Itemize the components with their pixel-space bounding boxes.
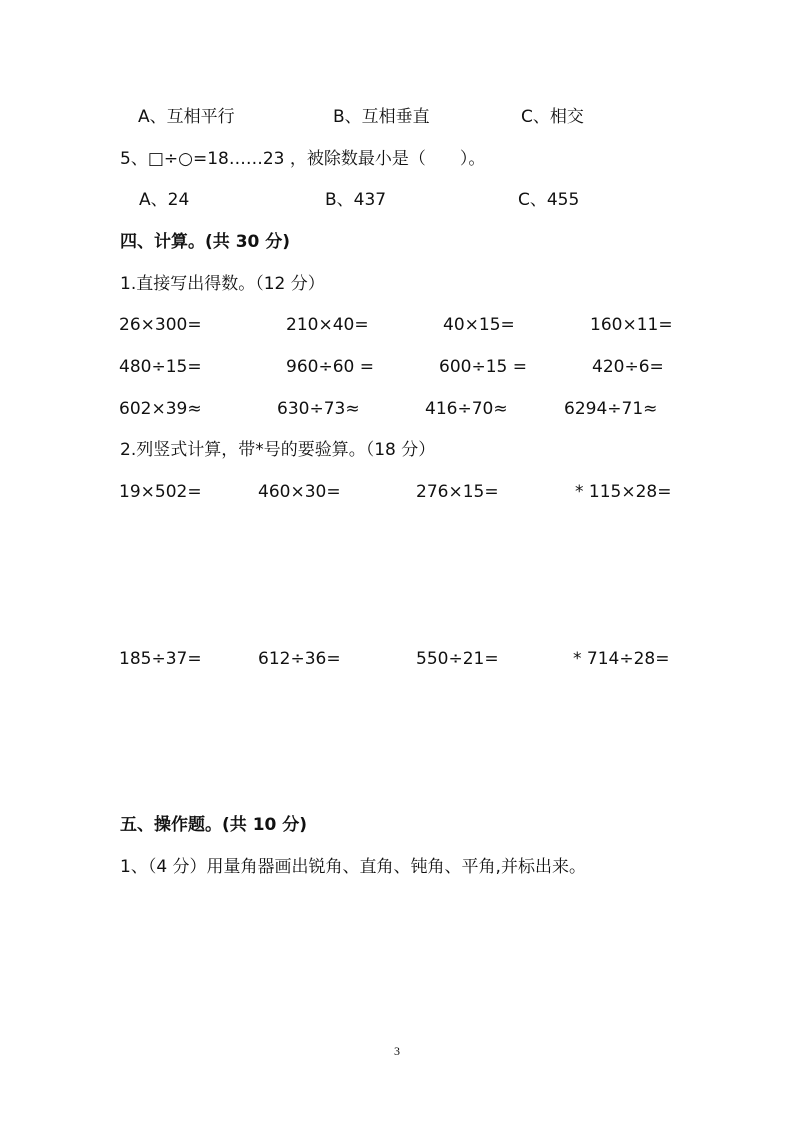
calc-item: 420÷6= bbox=[592, 357, 664, 377]
calc-item: 600÷15 = bbox=[439, 357, 527, 377]
vertical-calc-item: 550÷21= bbox=[416, 649, 499, 669]
q5-stem: 5、□÷○=18……23 ，被除数最小是（ ）。 bbox=[120, 149, 486, 169]
calc-item: 416÷70≈ bbox=[425, 399, 508, 419]
section4-part1-title: 1.直接写出得数。（12 分） bbox=[120, 274, 325, 294]
calc-item: 160×11= bbox=[590, 315, 673, 335]
section4-part2-title: 2.列竖式计算，带*号的要验算。（18 分） bbox=[120, 440, 436, 460]
calc-item: 602×39≈ bbox=[119, 399, 202, 419]
calc-item: 960÷60 = bbox=[286, 357, 374, 377]
q5-option-c: C、455 bbox=[518, 190, 580, 210]
section4-title: 四、计算。(共 30 分) bbox=[120, 232, 291, 252]
calc-item: 480÷15= bbox=[119, 357, 202, 377]
vertical-calc-item: * 115×28= bbox=[575, 482, 672, 502]
calc-item: 210×40= bbox=[286, 315, 369, 335]
vertical-calc-item: 19×502= bbox=[119, 482, 202, 502]
section5-question-1: 1、（4 分）用量角器画出锐角、直角、钝角、平角,并标出来。 bbox=[120, 857, 586, 877]
q5-option-a: A、24 bbox=[139, 190, 190, 210]
calc-item: 26×300= bbox=[119, 315, 202, 335]
vertical-calc-item: 276×15= bbox=[416, 482, 499, 502]
vertical-calc-item: 185÷37= bbox=[119, 649, 202, 669]
q4-option-b: B、互相垂直 bbox=[333, 107, 430, 127]
page-number: 3 bbox=[394, 1044, 400, 1058]
calc-item: 40×15= bbox=[443, 315, 515, 335]
q4-option-a: A、互相平行 bbox=[138, 107, 235, 127]
vertical-calc-item: 460×30= bbox=[258, 482, 341, 502]
vertical-calc-item: * 714÷28= bbox=[573, 649, 670, 669]
q5-option-b: B、437 bbox=[325, 190, 387, 210]
q4-option-c: C、相交 bbox=[521, 107, 584, 127]
vertical-calc-item: 612÷36= bbox=[258, 649, 341, 669]
calc-item: 6294÷71≈ bbox=[564, 399, 658, 419]
calc-item: 630÷73≈ bbox=[277, 399, 360, 419]
section5-title: 五、操作题。(共 10 分) bbox=[120, 815, 308, 835]
